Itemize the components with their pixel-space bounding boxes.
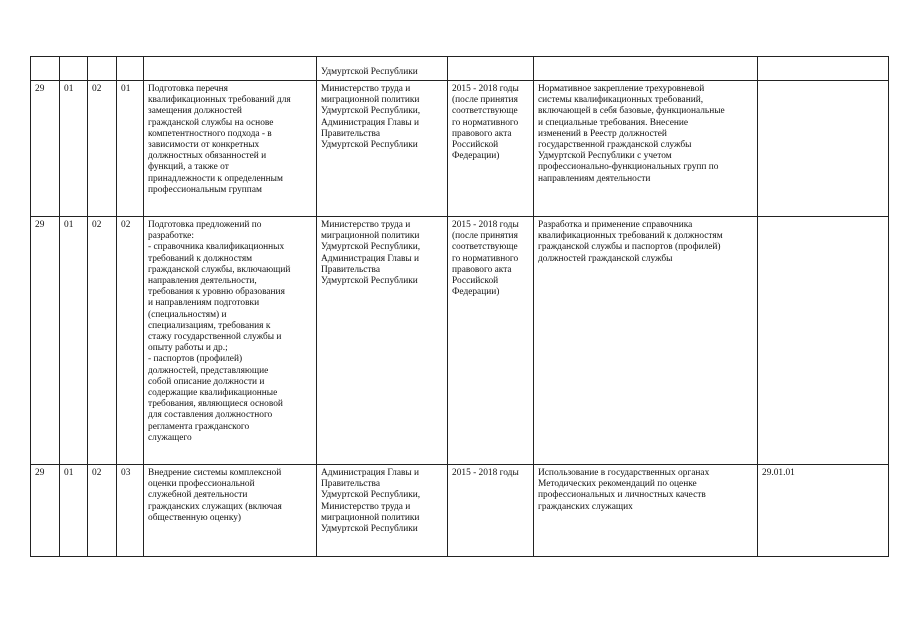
result-cell: Разработка и применение справочника квалификационных требований к должностям гражданской службы и паспортов (профилей) должностей гражданской службы — [534, 217, 758, 465]
term-cell: 2015 - 2018 годы (после принятия соответствующе го нормативного правового акта Российской Федерации) — [448, 81, 534, 217]
measure-cell: Подготовка перечня квалификационных требований для замещения должностей гражданской службы на основе компетентностного подхода - в зависимости от конкретных должностных обязанностей и функций, а также от принадлежности к определенным профессиональным группам — [144, 81, 317, 217]
code-subsection-cell: 01 — [60, 81, 88, 217]
cell-empty — [534, 57, 758, 81]
code-group-cell: 02 — [88, 465, 117, 557]
cell-empty — [758, 57, 889, 81]
term-cell: 2015 - 2018 годы (после принятия соответствующе го нормативного правового акта Российской Федерации) — [448, 217, 534, 465]
table-row-continuation — [31, 57, 889, 81]
code-subsection-cell: 01 — [60, 465, 88, 557]
code-group-cell: 02 — [88, 217, 117, 465]
term-cell: 2015 - 2018 годы — [448, 465, 534, 557]
cell-empty — [60, 57, 88, 81]
code-section-cell: 29 — [31, 217, 60, 465]
code-section-cell: 29 — [31, 465, 60, 557]
table-row — [31, 465, 889, 557]
cell-empty — [88, 57, 117, 81]
code-subsection-cell: 01 — [60, 217, 88, 465]
cell-empty — [31, 57, 60, 81]
executor-cell — [317, 57, 448, 81]
measure-cell: Подготовка предложений по разработке: - справочника квалификационных требований к должностям гражданской службы, включающий направления деятельности, требования к уровню образования и направлениям подготовки (специальностям) и специализациям, требования к стажу государственной службы и опыту работы и др.; - паспортов (профилей) должностей, представляющие собой описание должности и содержащие квалификационные требования, являющиеся основой для составления должностного регламента гражданского служащего — [144, 217, 317, 465]
table-row — [31, 217, 889, 465]
code-item-cell: 01 — [117, 81, 144, 217]
executor-text: Удмуртской Республики — [321, 66, 418, 77]
code-section-cell: 29 — [31, 81, 60, 217]
link-cell: 29.01.01 — [758, 465, 889, 557]
executor-cell: Министерство труда и миграционной политики Удмуртской Республики, Администрация Главы и Правительства Удмуртской Республики — [317, 81, 448, 217]
link-cell — [758, 81, 889, 217]
executor-cell: Администрация Главы и Правительства Удмуртской Республики, Министерство труда и миграционной политики Удмуртской Республики — [317, 465, 448, 557]
result-cell: Использование в государственных органах Методических рекомендаций по оценке профессиональных и личностных качеств гражданских служащих — [534, 465, 758, 557]
code-item-cell: 02 — [117, 217, 144, 465]
measures-table — [30, 56, 889, 557]
link-cell — [758, 217, 889, 465]
measure-cell: Внедрение системы комплексной оценки профессиональной служебной деятельности гражданских служащих (включая общественную оценку) — [144, 465, 317, 557]
cell-empty — [117, 57, 144, 81]
code-group-cell: 02 — [88, 81, 117, 217]
executor-cell: Министерство труда и миграционной политики Удмуртской Республики, Администрация Главы и Правительства Удмуртской Республики — [317, 217, 448, 465]
code-item-cell: 03 — [117, 465, 144, 557]
cell-empty — [144, 57, 317, 81]
result-cell: Нормативное закрепление трехуровневой системы квалификационных требований, включающей в себя базовые, функциональные и специальные требования. Внесение изменений в Реестр должностей государственной гражданской службы Удмуртской Республики с учетом профессионально-функциональных групп по направлениям деятельности — [534, 81, 758, 217]
table-row — [31, 81, 889, 217]
cell-empty — [448, 57, 534, 81]
